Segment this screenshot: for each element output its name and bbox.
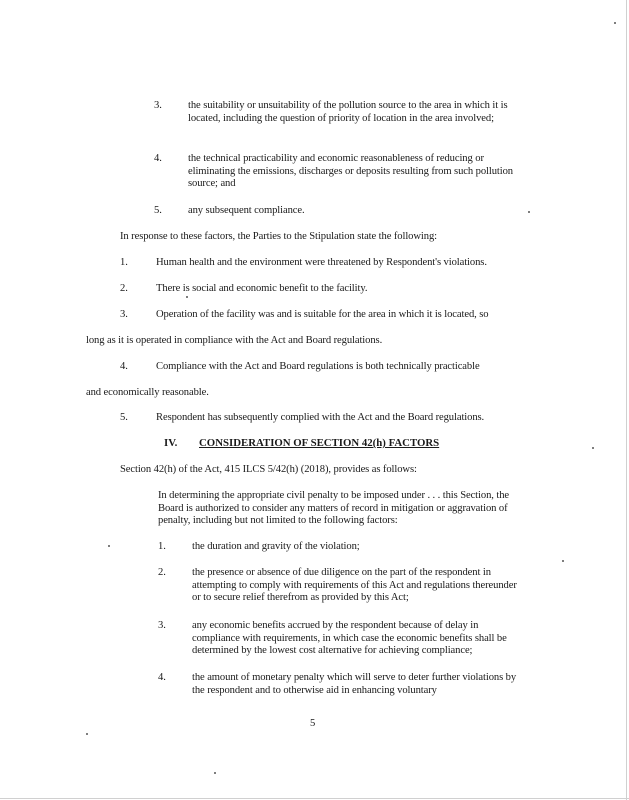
factor-number: 2. [158, 567, 166, 578]
response-number: 3. [120, 309, 128, 320]
response-intro: In response to these factors, the Parties to the Stipulation state the following: [120, 231, 438, 242]
section-intro: Section 42(h) of the Act, 415 ILCS 5/42(h) (2018), provides as follows: [120, 464, 417, 475]
section-numeral: IV. [164, 437, 178, 449]
response-text: There is social and economic benefit to the facility. [156, 283, 368, 294]
list-item-number: 5. [154, 205, 162, 216]
scan-speck [592, 447, 594, 449]
response-text-continued: long as it is operated in compliance with the Act and Board regulations. [86, 335, 383, 346]
response-text: Compliance with the Act and Board regulations is both technically practicable [156, 361, 480, 372]
response-number: 1. [120, 257, 128, 268]
section-title: CONSIDERATION OF SECTION 42(h) FACTORS [199, 437, 440, 449]
factor-text: any economic benefits accrued by the respondent because of delay in compliance with requirements, in which case the economic benefits shall be determined by the lowest cost alternative for achieving compliance; [192, 620, 507, 657]
list-item-text: the technical practicability and economic reasonableness of reducing or eliminating the emissions, discharges or deposits resulting from such pollution source; and [188, 153, 513, 190]
response-number: 2. [120, 283, 128, 294]
response-number: 5. [120, 412, 128, 423]
scan-speck [214, 772, 216, 774]
scan-speck [108, 545, 110, 547]
scan-speck [528, 211, 530, 213]
factor-text: the amount of monetary penalty which will serve to deter further violations by the respondent and to otherwise aid in enhancing voluntary [192, 672, 517, 696]
scan-speck [86, 733, 88, 735]
page-number: 5 [310, 718, 316, 729]
response-text: Human health and the environment were threatened by Respondent's violations. [156, 257, 487, 268]
list-item-number: 4. [154, 153, 162, 164]
list-item-number: 3. [154, 100, 162, 111]
scan-speck [562, 560, 564, 562]
scan-edge [626, 0, 627, 800]
factor-text: the duration and gravity of the violation; [192, 541, 360, 552]
scan-speck [186, 296, 188, 298]
response-text: Operation of the facility was and is suitable for the area in which it is located, so [156, 309, 489, 320]
response-text: Respondent has subsequently complied with the Act and the Board regulations. [156, 412, 485, 423]
scan-speck [614, 22, 616, 24]
scan-edge [0, 798, 629, 799]
factor-number: 1. [158, 541, 166, 552]
list-item-text: the suitability or unsuitability of the pollution source to the area in which it is located, including the question of priority of location in the area involved; [188, 100, 508, 124]
factor-text: the presence or absence of due diligence on the part of the respondent in attempting to comply with requirements of this Act and regulations thereunder or to secure relief therefrom as provided by this Act; [192, 567, 517, 604]
factor-number: 3. [158, 620, 166, 631]
response-text-continued: and economically reasonable. [86, 387, 209, 398]
factor-number: 4. [158, 672, 166, 683]
list-item-text: any subsequent compliance. [188, 205, 305, 216]
quote-intro: In determining the appropriate civil penalty to be imposed under . . . this Section, the Board is authorized to consider any matters of record in mitigation or aggravation of penalty, including but not limited to the following factors: [158, 490, 510, 527]
response-number: 4. [120, 361, 128, 372]
